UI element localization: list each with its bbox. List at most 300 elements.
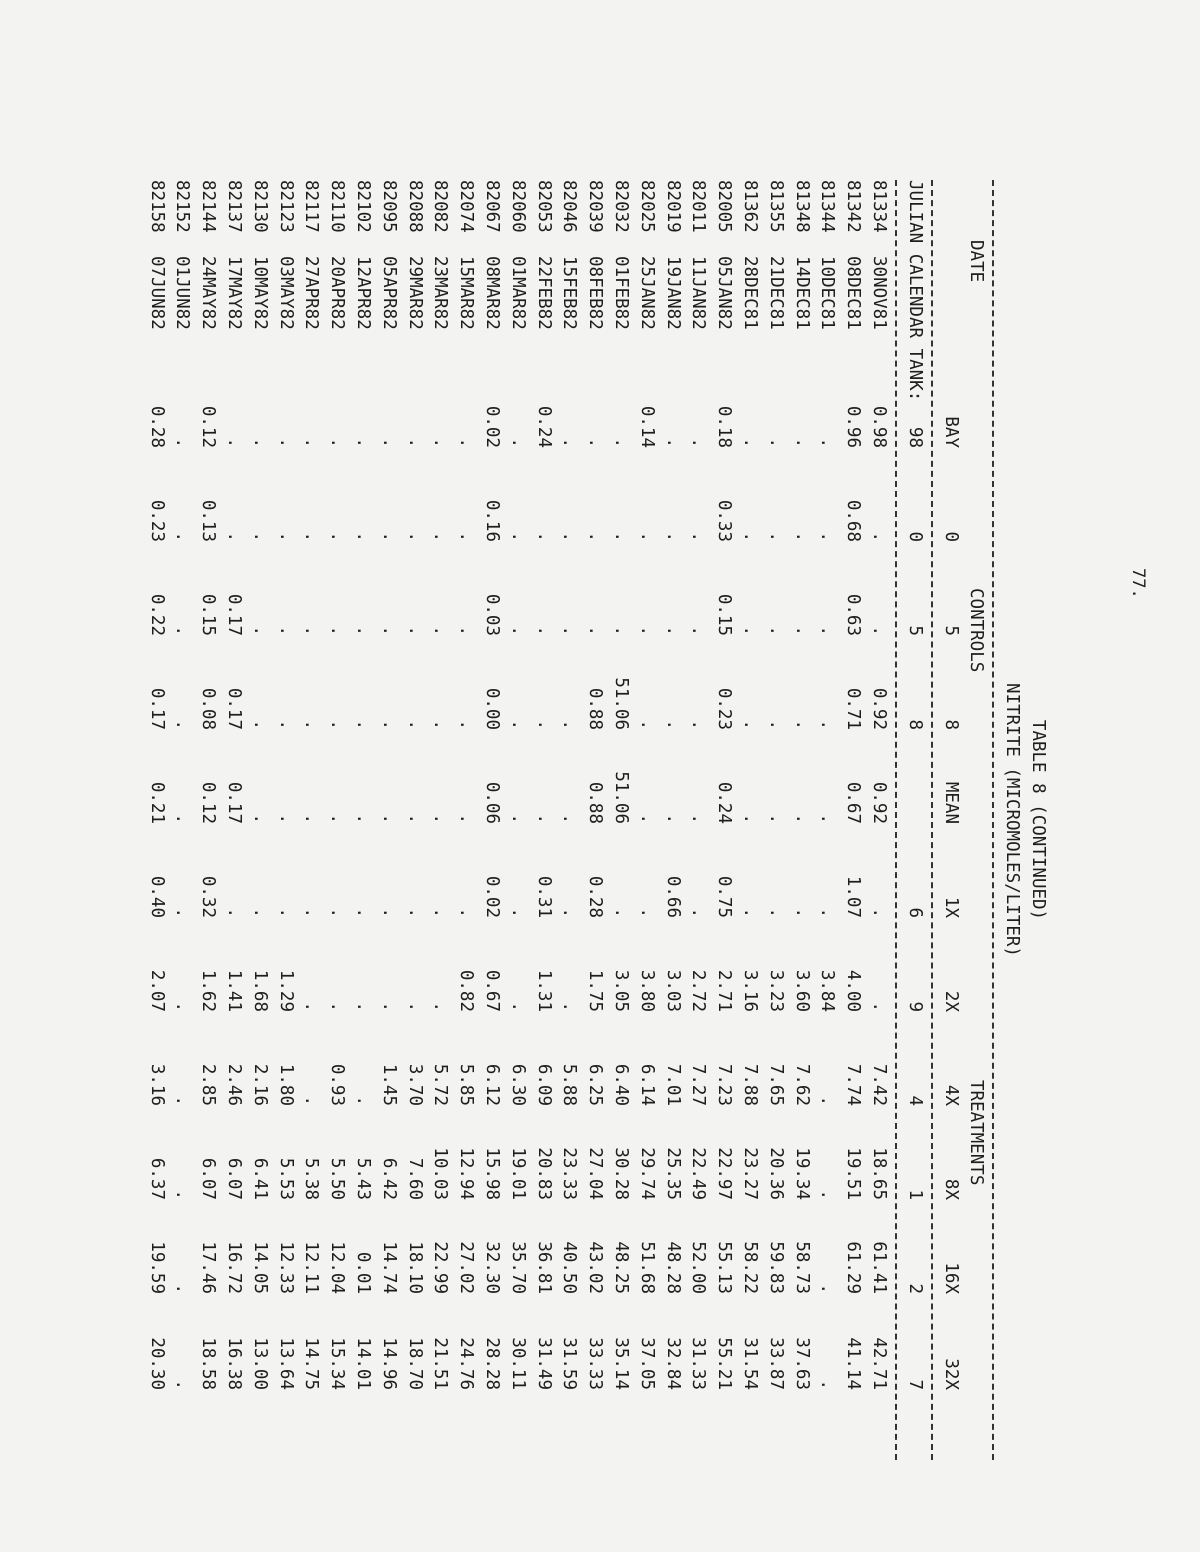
- value-cell: .: [172, 1001, 193, 1012]
- value-cell: .: [249, 907, 270, 918]
- value-cell: 0.75: [714, 875, 735, 918]
- julian-date-cell: 82152: [172, 180, 193, 233]
- value-cell: 6.41: [249, 1157, 270, 1200]
- table-row: [323, 180, 349, 1460]
- table-row: [865, 180, 891, 1460]
- julian-date-cell: 82110: [327, 180, 348, 233]
- value-cell: 6.09: [533, 1063, 554, 1106]
- value-cell: .: [507, 1001, 528, 1012]
- column-header-row: [937, 180, 963, 1460]
- table-row: [530, 180, 556, 1460]
- value-cell: .: [636, 907, 657, 918]
- value-cell: .: [430, 531, 451, 542]
- value-cell: 18.58: [198, 1337, 219, 1390]
- value-cell: .: [172, 907, 193, 918]
- table-row: [169, 180, 195, 1460]
- value-cell: .: [533, 813, 554, 824]
- value-cell: .: [301, 437, 322, 448]
- value-cell: .: [327, 1001, 348, 1012]
- value-cell: .: [275, 813, 296, 824]
- value-cell: .: [817, 1189, 838, 1200]
- calendar-date-cell: 21DEC81: [765, 256, 786, 330]
- calendar-date-cell: 25JAN82: [636, 256, 657, 330]
- value-cell: 32.30: [482, 1241, 503, 1294]
- value-cell: .: [636, 719, 657, 730]
- value-cell: 35.14: [611, 1337, 632, 1390]
- value-cell: .: [765, 907, 786, 918]
- value-cell: 3.03: [662, 969, 683, 1012]
- column-header: 8X: [940, 1178, 961, 1200]
- value-cell: 21.51: [430, 1337, 451, 1390]
- value-cell: 23.33: [559, 1147, 580, 1200]
- value-cell: .: [301, 813, 322, 824]
- value-cell: 0.67: [843, 781, 864, 824]
- value-cell: 7.74: [843, 1063, 864, 1106]
- controls-group-header: CONTROLS: [966, 588, 987, 673]
- value-cell: 29.74: [636, 1147, 657, 1200]
- value-cell: 1.45: [378, 1063, 399, 1106]
- column-header: BAY: [940, 416, 961, 448]
- table-row: [736, 180, 762, 1460]
- value-cell: 18.70: [404, 1337, 425, 1390]
- julian-date-cell: 82074: [456, 180, 477, 233]
- value-cell: 40.50: [559, 1241, 580, 1294]
- table-row: [298, 180, 324, 1460]
- value-cell: 1.80: [275, 1063, 296, 1106]
- value-cell: 58.22: [740, 1241, 761, 1294]
- calendar-date-cell: 08DEC81: [843, 256, 864, 330]
- value-cell: 55.13: [714, 1241, 735, 1294]
- value-cell: 0.24: [714, 781, 735, 824]
- julian-date-cell: 82095: [378, 180, 399, 233]
- value-cell: .: [817, 907, 838, 918]
- tank-number-row: [901, 180, 927, 1460]
- value-cell: .: [430, 719, 451, 730]
- table-row: [478, 180, 504, 1460]
- tank-number: 5: [904, 625, 925, 636]
- value-cell: 0.33: [714, 499, 735, 542]
- value-cell: .: [585, 437, 606, 448]
- table-row: [581, 180, 607, 1460]
- value-cell: .: [765, 719, 786, 730]
- value-cell: 5.88: [559, 1063, 580, 1106]
- value-cell: 7.60: [404, 1157, 425, 1200]
- value-cell: 28.28: [482, 1337, 503, 1390]
- table-row: [814, 180, 840, 1460]
- value-cell: 0.28: [146, 405, 167, 448]
- calendar-date-cell: 01FEB82: [611, 256, 632, 330]
- value-cell: 0.40: [146, 875, 167, 918]
- value-cell: 2.07: [146, 969, 167, 1012]
- value-cell: .: [456, 907, 477, 918]
- julian-date-cell: 82144: [198, 180, 219, 233]
- value-cell: .: [817, 1283, 838, 1294]
- value-cell: .: [172, 719, 193, 730]
- value-cell: .: [378, 813, 399, 824]
- value-cell: .: [327, 813, 348, 824]
- value-cell: 6.40: [611, 1063, 632, 1106]
- value-cell: .: [740, 531, 761, 542]
- value-cell: .: [740, 437, 761, 448]
- value-cell: .: [765, 813, 786, 824]
- value-cell: 0.92: [869, 687, 890, 730]
- value-cell: 0.98: [869, 405, 890, 448]
- table-row: [143, 180, 169, 1460]
- value-cell: .: [301, 625, 322, 636]
- calendar-date-cell: 03MAY82: [275, 256, 296, 330]
- calendar-date-cell: 17MAY82: [224, 256, 245, 330]
- value-cell: .: [559, 813, 580, 824]
- value-cell: 59.83: [765, 1241, 786, 1294]
- value-cell: .: [559, 437, 580, 448]
- value-cell: .: [869, 907, 890, 918]
- value-cell: 3.23: [765, 969, 786, 1012]
- value-cell: .: [456, 719, 477, 730]
- value-cell: 27.04: [585, 1147, 606, 1200]
- table-row: [710, 180, 736, 1460]
- value-cell: 18.10: [404, 1241, 425, 1294]
- value-cell: 22.99: [430, 1241, 451, 1294]
- value-cell: .: [404, 531, 425, 542]
- top-rule: [992, 180, 994, 1460]
- value-cell: .: [507, 531, 528, 542]
- value-cell: 31.54: [740, 1337, 761, 1390]
- value-cell: .: [662, 531, 683, 542]
- table-body: [143, 180, 891, 1460]
- column-header: 0: [940, 531, 961, 542]
- value-cell: .: [456, 625, 477, 636]
- value-cell: .: [275, 719, 296, 730]
- value-cell: 16.72: [224, 1241, 245, 1294]
- value-cell: 14.96: [378, 1337, 399, 1390]
- value-cell: .: [172, 531, 193, 542]
- value-cell: .: [224, 531, 245, 542]
- value-cell: .: [688, 437, 709, 448]
- value-cell: .: [456, 531, 477, 542]
- calendar-date-cell: 05APR82: [378, 256, 399, 330]
- value-cell: 15.34: [327, 1337, 348, 1390]
- table-row: [452, 180, 478, 1460]
- calendar-date-cell: 15MAR82: [456, 256, 477, 330]
- value-cell: .: [172, 813, 193, 824]
- value-cell: .: [817, 531, 838, 542]
- value-cell: 5.50: [327, 1157, 348, 1200]
- value-cell: .: [507, 719, 528, 730]
- value-cell: 4.00: [843, 969, 864, 1012]
- value-cell: 51.06: [611, 677, 632, 730]
- value-cell: 0.13: [198, 499, 219, 542]
- value-cell: .: [378, 1001, 399, 1012]
- value-cell: .: [378, 437, 399, 448]
- value-cell: 61.29: [843, 1241, 864, 1294]
- value-cell: .: [611, 531, 632, 542]
- tank-row-label: JULIAN CALENDAR TANK:: [904, 180, 925, 402]
- value-cell: 1.31: [533, 969, 554, 1012]
- calendar-date-cell: 01JUN82: [172, 256, 193, 330]
- julian-date-cell: 82060: [507, 180, 528, 233]
- value-cell: 0.16: [482, 499, 503, 542]
- value-cell: .: [740, 625, 761, 636]
- value-cell: 6.30: [507, 1063, 528, 1106]
- value-cell: .: [765, 625, 786, 636]
- value-cell: 7.27: [688, 1063, 709, 1106]
- value-cell: 12.04: [327, 1241, 348, 1294]
- value-cell: .: [740, 719, 761, 730]
- julian-date-cell: 81334: [869, 180, 890, 233]
- value-cell: 13.00: [249, 1337, 270, 1390]
- value-cell: 2.71: [714, 969, 735, 1012]
- value-cell: 35.70: [507, 1241, 528, 1294]
- value-cell: 0.93: [327, 1063, 348, 1106]
- value-cell: 7.65: [765, 1063, 786, 1106]
- value-cell: .: [353, 625, 374, 636]
- value-cell: .: [353, 719, 374, 730]
- value-cell: 0.01: [353, 1251, 374, 1294]
- value-cell: .: [404, 907, 425, 918]
- value-cell: 48.25: [611, 1241, 632, 1294]
- value-cell: 33.33: [585, 1337, 606, 1390]
- calendar-date-cell: 22FEB82: [533, 256, 554, 330]
- table-subtitle: NITRITE (MICROMOLES/LITER): [1002, 683, 1023, 957]
- table-row: [556, 180, 582, 1460]
- value-cell: .: [249, 625, 270, 636]
- column-header: 16X: [940, 1262, 961, 1294]
- tank-number: 98: [904, 426, 925, 448]
- value-cell: .: [301, 719, 322, 730]
- value-cell: .: [327, 907, 348, 918]
- value-cell: .: [353, 907, 374, 918]
- tank-number: 0: [904, 531, 925, 542]
- value-cell: 0.02: [482, 875, 503, 918]
- value-cell: 0.88: [585, 781, 606, 824]
- julian-date-cell: 82039: [585, 180, 606, 233]
- value-cell: .: [585, 625, 606, 636]
- value-cell: .: [611, 625, 632, 636]
- value-cell: 5.85: [456, 1063, 477, 1106]
- value-cell: .: [559, 1001, 580, 1012]
- calendar-date-cell: 20APR82: [327, 256, 348, 330]
- value-cell: 1.41: [224, 969, 245, 1012]
- value-cell: .: [327, 437, 348, 448]
- value-cell: .: [688, 907, 709, 918]
- value-cell: .: [172, 1095, 193, 1106]
- value-cell: .: [172, 1189, 193, 1200]
- table-row: [633, 180, 659, 1460]
- value-cell: .: [740, 907, 761, 918]
- julian-date-cell: 82123: [275, 180, 296, 233]
- value-cell: .: [353, 531, 374, 542]
- value-cell: 0.15: [714, 593, 735, 636]
- value-cell: .: [249, 531, 270, 542]
- value-cell: .: [791, 719, 812, 730]
- value-cell: .: [817, 813, 838, 824]
- value-cell: .: [817, 625, 838, 636]
- value-cell: .: [378, 531, 399, 542]
- value-cell: .: [765, 437, 786, 448]
- value-cell: 17.46: [198, 1241, 219, 1294]
- value-cell: .: [224, 437, 245, 448]
- value-cell: 10.03: [430, 1147, 451, 1200]
- julian-date-cell: 82019: [662, 180, 683, 233]
- value-cell: 6.07: [224, 1157, 245, 1200]
- julian-date-cell: 82082: [430, 180, 451, 233]
- value-cell: 12.11: [301, 1241, 322, 1294]
- table-row: [220, 180, 246, 1460]
- julian-date-cell: 82067: [482, 180, 503, 233]
- value-cell: .: [275, 531, 296, 542]
- value-cell: 1.07: [843, 875, 864, 918]
- value-cell: 0.18: [714, 405, 735, 448]
- value-cell: 58.73: [791, 1241, 812, 1294]
- value-cell: 20.30: [146, 1337, 167, 1390]
- value-cell: 5.38: [301, 1157, 322, 1200]
- value-cell: .: [636, 625, 657, 636]
- header-rule: [895, 180, 897, 1460]
- table-row: [427, 180, 453, 1460]
- value-cell: .: [327, 625, 348, 636]
- value-cell: 2.72: [688, 969, 709, 1012]
- value-cell: .: [662, 625, 683, 636]
- value-cell: 0.22: [146, 593, 167, 636]
- table-row: [375, 180, 401, 1460]
- table-row: [607, 180, 633, 1460]
- table-row: [504, 180, 530, 1460]
- value-cell: 0.15: [198, 593, 219, 636]
- table-title: TABLE 8 (CONTINUED): [1028, 719, 1048, 921]
- value-cell: .: [533, 719, 554, 730]
- value-cell: 52.00: [688, 1241, 709, 1294]
- value-cell: .: [869, 1001, 890, 1012]
- value-cell: 12.33: [275, 1241, 296, 1294]
- value-cell: 0.67: [482, 969, 503, 1012]
- value-cell: .: [172, 437, 193, 448]
- value-cell: 5.43: [353, 1157, 374, 1200]
- value-cell: .: [869, 625, 890, 636]
- value-cell: 14.05: [249, 1241, 270, 1294]
- value-cell: 0.88: [585, 687, 606, 730]
- value-cell: 0.96: [843, 405, 864, 448]
- value-cell: .: [817, 1379, 838, 1390]
- table-row: [195, 180, 221, 1460]
- value-cell: .: [869, 531, 890, 542]
- column-header: MEAN: [940, 781, 961, 824]
- calendar-date-cell: 29MAR82: [404, 256, 425, 330]
- value-cell: 0.14: [636, 405, 657, 448]
- value-cell: .: [353, 437, 374, 448]
- value-cell: 3.70: [404, 1063, 425, 1106]
- julian-date-cell: 82032: [611, 180, 632, 233]
- julian-date-cell: 82046: [559, 180, 580, 233]
- calendar-date-cell: 07JUN82: [146, 256, 167, 330]
- value-cell: .: [430, 437, 451, 448]
- value-cell: 0.28: [585, 875, 606, 918]
- calendar-date-cell: 23MAR82: [430, 256, 451, 330]
- value-cell: 19.01: [507, 1147, 528, 1200]
- table-row: [246, 180, 272, 1460]
- julian-date-cell: 82130: [249, 180, 270, 233]
- tank-number: 7: [904, 1379, 925, 1390]
- value-cell: 22.49: [688, 1147, 709, 1200]
- value-cell: .: [404, 719, 425, 730]
- value-cell: 23.27: [740, 1147, 761, 1200]
- value-cell: 3.16: [146, 1063, 167, 1106]
- table-row: [401, 180, 427, 1460]
- calendar-date-cell: 08MAR82: [482, 256, 503, 330]
- value-cell: 7.62: [791, 1063, 812, 1106]
- calendar-date-cell: 05JAN82: [714, 256, 735, 330]
- value-cell: 16.38: [224, 1337, 245, 1390]
- value-cell: .: [249, 437, 270, 448]
- tank-number: 4: [904, 1095, 925, 1106]
- value-cell: 0.06: [482, 781, 503, 824]
- value-cell: 0.21: [146, 781, 167, 824]
- page-number: 77.: [1128, 568, 1148, 599]
- column-header: 2X: [940, 990, 961, 1012]
- value-cell: 7.88: [740, 1063, 761, 1106]
- value-cell: 0.12: [198, 781, 219, 824]
- group-header-row: [963, 180, 989, 1460]
- value-cell: 7.42: [869, 1063, 890, 1106]
- value-cell: .: [430, 625, 451, 636]
- value-cell: 27.02: [456, 1241, 477, 1294]
- julian-date-cell: 81348: [791, 180, 812, 233]
- value-cell: .: [791, 531, 812, 542]
- value-cell: 5.72: [430, 1063, 451, 1106]
- column-header: 5: [940, 625, 961, 636]
- julian-date-cell: 82088: [404, 180, 425, 233]
- date-group-header: DATE: [966, 240, 987, 283]
- value-cell: 31.33: [688, 1337, 709, 1390]
- value-cell: .: [301, 531, 322, 542]
- calendar-date-cell: 12APR82: [353, 256, 374, 330]
- value-cell: .: [353, 1095, 374, 1106]
- tank-number: 8: [904, 719, 925, 730]
- value-cell: 0.08: [198, 687, 219, 730]
- value-cell: 0.00: [482, 687, 503, 730]
- value-cell: .: [585, 531, 606, 542]
- value-cell: 0.17: [146, 687, 167, 730]
- julian-date-cell: 82158: [146, 180, 167, 233]
- value-cell: 0.23: [146, 499, 167, 542]
- value-cell: .: [353, 1001, 374, 1012]
- value-cell: .: [559, 907, 580, 918]
- value-cell: .: [404, 437, 425, 448]
- value-cell: 25.35: [662, 1147, 683, 1200]
- value-cell: 22.97: [714, 1147, 735, 1200]
- value-cell: .: [765, 531, 786, 542]
- value-cell: .: [559, 625, 580, 636]
- value-cell: .: [611, 907, 632, 918]
- value-cell: 43.02: [585, 1241, 606, 1294]
- value-cell: 0.66: [662, 875, 683, 918]
- column-header: 1X: [940, 896, 961, 918]
- julian-date-cell: 82053: [533, 180, 554, 233]
- value-cell: 6.42: [378, 1157, 399, 1200]
- value-cell: .: [275, 437, 296, 448]
- table-row: [659, 180, 685, 1460]
- calendar-date-cell: 01MAR82: [507, 256, 528, 330]
- value-cell: .: [507, 437, 528, 448]
- value-cell: 31.59: [559, 1337, 580, 1390]
- calendar-date-cell: 08FEB82: [585, 256, 606, 330]
- value-cell: .: [404, 625, 425, 636]
- value-cell: 3.05: [611, 969, 632, 1012]
- value-cell: 3.60: [791, 969, 812, 1012]
- value-cell: 1.62: [198, 969, 219, 1012]
- value-cell: .: [688, 625, 709, 636]
- value-cell: 0.63: [843, 593, 864, 636]
- value-cell: .: [353, 813, 374, 824]
